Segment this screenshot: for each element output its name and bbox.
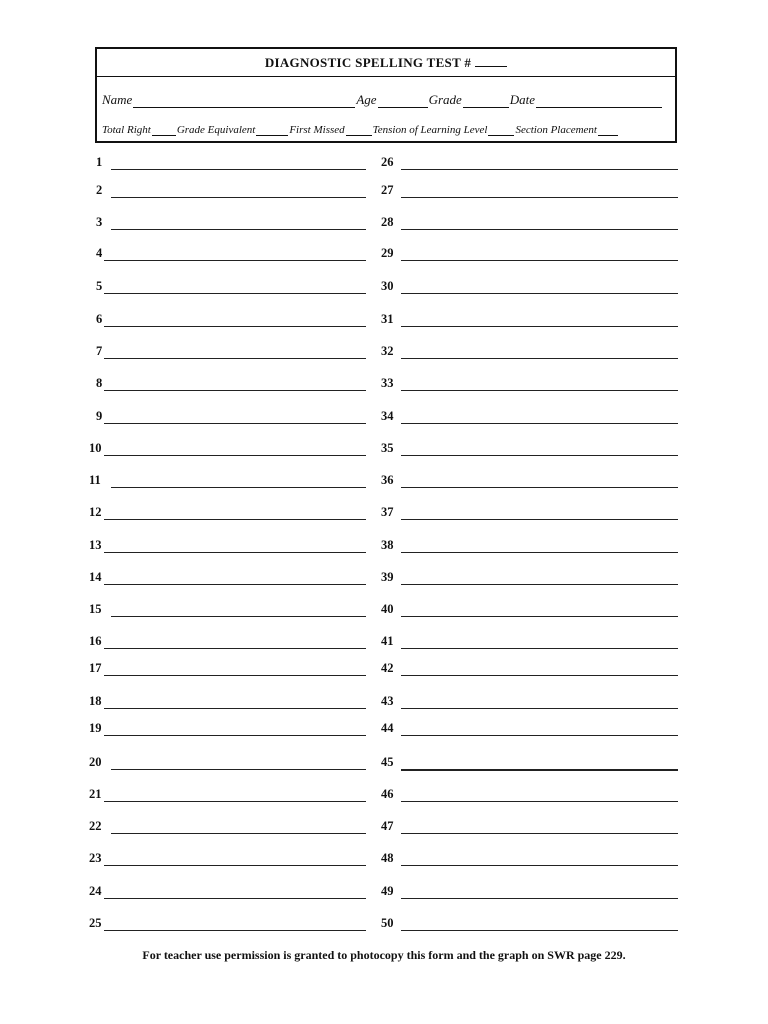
answer-line[interactable]: [401, 584, 678, 585]
item-number: 24: [89, 884, 102, 898]
item-number: 50: [381, 916, 394, 930]
item-number: 10: [89, 441, 102, 455]
score-field: [102, 124, 177, 136]
item-number: 28: [381, 215, 394, 229]
info-field: [510, 92, 663, 108]
info-label: Grade: [428, 92, 462, 107]
answer-line[interactable]: [401, 229, 678, 230]
score-label: First Missed: [289, 124, 345, 136]
answer-line[interactable]: [401, 390, 678, 391]
item-number: 12: [89, 505, 102, 519]
list-item: [0, 851, 768, 871]
item-number: 3: [96, 215, 103, 229]
info-field: [429, 92, 510, 108]
list-item: [0, 721, 768, 741]
list-item: [0, 538, 768, 558]
list-item: [0, 787, 768, 807]
list-item: [0, 505, 768, 525]
item-number: 6: [96, 312, 103, 326]
item-number: 34: [381, 409, 394, 423]
answer-line[interactable]: [401, 552, 678, 553]
score-field: [515, 124, 619, 136]
item-number: 31: [381, 312, 394, 326]
item-number: 15: [89, 602, 102, 616]
item-number: 2: [96, 183, 103, 197]
item-number: 5: [96, 279, 103, 293]
info-field: [356, 92, 428, 108]
answer-line[interactable]: [401, 675, 678, 676]
list-item: [0, 376, 768, 396]
list-item: [0, 409, 768, 429]
score-field: [177, 124, 290, 136]
item-number: 26: [381, 155, 394, 169]
item-number: 39: [381, 570, 394, 584]
test-header-box: [95, 47, 677, 143]
info-blank[interactable]: [378, 96, 428, 108]
item-number: 25: [89, 916, 102, 930]
item-number: 13: [89, 538, 102, 552]
item-number: 48: [381, 851, 394, 865]
list-item: [0, 916, 768, 936]
list-item: [0, 215, 768, 235]
item-number: 47: [381, 819, 394, 833]
list-item: [0, 312, 768, 332]
list-item: [0, 884, 768, 904]
list-item: [0, 694, 768, 714]
footer-note: For teacher use permission is granted to photocopy this form and the graph on SWR page 229.: [142, 948, 626, 962]
answer-line[interactable]: [401, 833, 678, 834]
item-number: 16: [89, 634, 102, 648]
item-number: 44: [381, 721, 394, 735]
score-blank[interactable]: [346, 124, 372, 136]
list-item: [0, 602, 768, 622]
title-row: [97, 49, 675, 77]
item-number: 33: [381, 376, 394, 390]
item-number: 19: [89, 721, 102, 735]
answer-line[interactable]: [401, 648, 678, 649]
answer-line[interactable]: [401, 616, 678, 617]
item-number: 45: [381, 755, 394, 769]
student-info-row: [102, 92, 670, 108]
list-item: [0, 819, 768, 839]
item-number: 14: [89, 570, 102, 584]
item-number: 18: [89, 694, 102, 708]
answer-line[interactable]: [401, 769, 678, 771]
item-number: 35: [381, 441, 394, 455]
score-label: Section Placement: [515, 124, 597, 136]
info-blank[interactable]: [463, 96, 509, 108]
item-number: 8: [96, 376, 103, 390]
item-number: 38: [381, 538, 394, 552]
answer-line[interactable]: [401, 293, 678, 294]
info-blank[interactable]: [133, 96, 355, 108]
item-number: 22: [89, 819, 102, 833]
answer-line[interactable]: [401, 358, 678, 359]
list-item: [0, 155, 768, 175]
item-number: 11: [89, 473, 101, 487]
info-blank[interactable]: [536, 96, 662, 108]
list-item: [0, 344, 768, 364]
item-number: 40: [381, 602, 394, 616]
score-info-row: [102, 124, 670, 136]
answer-line[interactable]: [401, 423, 678, 424]
item-number: 17: [89, 661, 102, 675]
item-number: 42: [381, 661, 394, 675]
list-item: [0, 246, 768, 266]
score-field: [373, 124, 516, 136]
list-item: [0, 755, 768, 775]
list-item: [0, 473, 768, 493]
item-number: 29: [381, 246, 394, 260]
answer-line[interactable]: [401, 487, 678, 488]
item-number: 23: [89, 851, 102, 865]
item-number: 36: [381, 473, 394, 487]
score-label: Grade Equivalent: [176, 124, 256, 136]
item-number: 1: [96, 155, 103, 169]
answer-line[interactable]: [401, 455, 678, 456]
item-number: 37: [381, 505, 394, 519]
answer-line[interactable]: [401, 519, 678, 520]
score-blank[interactable]: [256, 124, 288, 136]
answer-line[interactable]: [401, 865, 678, 866]
answer-line[interactable]: [401, 735, 678, 736]
info-field: [102, 92, 356, 108]
answer-line[interactable]: [401, 801, 678, 802]
score-blank[interactable]: [152, 124, 176, 136]
score-blank[interactable]: [598, 124, 618, 136]
item-number: 41: [381, 634, 394, 648]
answer-line[interactable]: [401, 197, 678, 198]
answer-line[interactable]: [401, 260, 678, 261]
item-number: 9: [96, 409, 103, 423]
page-title: DIAGNOSTIC SPELLING TEST #: [264, 55, 472, 70]
list-item: [0, 441, 768, 461]
list-item: [0, 661, 768, 681]
item-number: 46: [381, 787, 394, 801]
answer-line[interactable]: [401, 169, 678, 170]
answer-line[interactable]: [401, 898, 678, 899]
info-label: Age: [356, 92, 377, 107]
item-number: 49: [381, 884, 394, 898]
list-item: [0, 279, 768, 299]
list-item: [0, 183, 768, 203]
test-number-blank[interactable]: [475, 54, 507, 67]
item-number: 20: [89, 755, 102, 769]
answer-line[interactable]: [401, 708, 678, 709]
item-number: 21: [89, 787, 102, 801]
score-label: Tension of Learning Level: [372, 124, 488, 136]
item-number: 30: [381, 279, 394, 293]
score-blank[interactable]: [488, 124, 514, 136]
item-number: 32: [381, 344, 394, 358]
answer-line[interactable]: [401, 930, 678, 931]
item-number: 7: [96, 344, 103, 358]
item-number: 4: [96, 246, 103, 260]
list-item: [0, 634, 768, 654]
score-label: Total Right: [102, 124, 151, 136]
list-item: [0, 570, 768, 590]
info-label: Date: [509, 92, 536, 107]
answer-line[interactable]: [401, 326, 678, 327]
score-field: [289, 124, 372, 136]
item-number: 43: [381, 694, 394, 708]
item-number: 27: [381, 183, 394, 197]
info-label: Name: [102, 92, 133, 107]
